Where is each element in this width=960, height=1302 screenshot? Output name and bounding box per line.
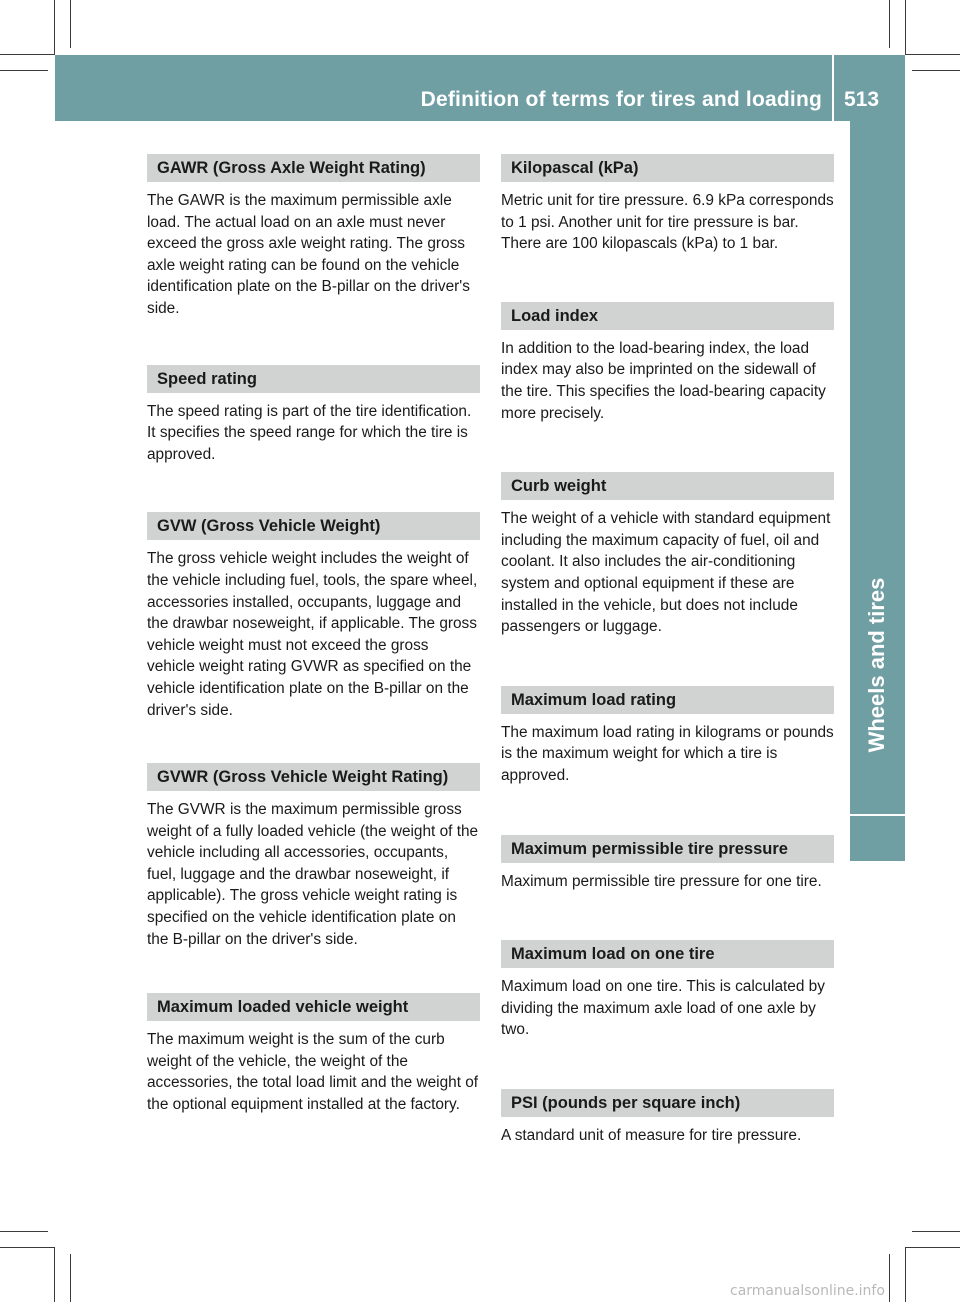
term-section [501, 154, 834, 255]
term-definition: In addition to the load-bearing index, the load index may also be imprinted on the sidewall of the tire. This specifies the load-bearing capacity more precisely. [501, 339, 826, 422]
crop-mark [912, 70, 960, 71]
side-tab-label [862, 545, 892, 785]
term-definition: A standard unit of measure for tire pressure. [501, 1126, 802, 1144]
term-heading: GAWR (Gross Axle Weight Rating) [147, 154, 480, 182]
term-heading: Maximum load on one tire [501, 940, 834, 968]
term-section [147, 993, 480, 1115]
crop-mark [905, 54, 960, 55]
term-definition: The gross vehicle weight includes the weight of the vehicle including fuel, tools, the spare wheel, accessories installed, occupants, luggage and the drawbar noseweight, if applicable. The gross vehicle weight must not exceed the gross vehicle weight rating GVWR as specified on the vehicle identification plate on the B-pillar on the driver's side. [147, 550, 478, 719]
term-definition: The speed rating is part of the tire identification. It specifies the speed range for which the tire is approved. [147, 402, 472, 463]
term-section [501, 835, 834, 893]
term-heading: Load index [501, 302, 834, 330]
term-section [501, 302, 834, 424]
crop-mark [905, 0, 906, 55]
crop-mark [54, 0, 55, 55]
crop-mark [0, 1231, 48, 1232]
crop-mark [0, 70, 48, 71]
watermark: carmanualsonline.info [730, 1283, 885, 1299]
term-heading: Speed rating [147, 365, 480, 393]
right-column [501, 154, 834, 1146]
term-heading: GVW (Gross Vehicle Weight) [147, 512, 480, 540]
term-section [501, 940, 834, 1041]
term-definition: The GVWR is the maximum permissible gross weight of a fully loaded vehicle (the weight of the vehicle including all accessories, occupants, fuel, luggage and the drawbar noseweight, if applicable). The gross vehicle weight rating is specified on the vehicle identification plate on the B-pillar on the driver's side. [147, 801, 479, 948]
term-section [501, 472, 834, 638]
term-heading: Maximum loaded vehicle weight [147, 993, 480, 1021]
term-heading: GVWR (Gross Vehicle Weight Rating) [147, 763, 480, 791]
header-divider [832, 55, 834, 121]
term-section [501, 686, 834, 787]
crop-mark [70, 0, 71, 48]
term-section [501, 1089, 834, 1147]
term-section [147, 154, 480, 320]
term-definition: The maximum weight is the sum of the curb weight of the vehicle, the weight of the accessories, the total load limit and the weight of the optional equipment installed at the factory. [147, 1031, 479, 1114]
crop-mark [912, 1231, 960, 1232]
term-section [147, 763, 480, 950]
term-definition: Metric unit for tire pressure. 6.9 kPa corresponds to 1 psi. Another unit for tire pressure is bar. There are 100 kilopascals (kPa) to 1 bar. [501, 192, 834, 253]
term-definition: The maximum load rating in kilograms or pounds is the maximum weight for which a tire is approved. [501, 723, 834, 784]
crop-mark [905, 1247, 960, 1248]
page-number: 513 [844, 88, 880, 111]
term-heading: Maximum load rating [501, 686, 834, 714]
term-definition: The GAWR is the maximum permissible axle load. The actual load on an axle must never exceed the gross axle weight rating. The gross axle weight rating can be found on the vehicle identification plate on the B-pillar on the driver's side. [147, 192, 470, 317]
term-heading: Curb weight [501, 472, 834, 500]
term-heading: Kilopascal (kPa) [501, 154, 834, 182]
crop-mark [889, 1254, 890, 1302]
term-heading: PSI (pounds per square inch) [501, 1089, 834, 1117]
term-definition: Maximum load on one tire. This is calculated by dividing the maximum axle load of one axle by two. [501, 978, 825, 1039]
term-definition: The weight of a vehicle with standard equipment including the maximum capacity of fuel, oil and coolant. It also includes the air-conditioning system and optional equipment if these are installed in the vehicle, but does not include passengers or luggage. [501, 510, 831, 636]
term-heading: Maximum permissible tire pressure [501, 835, 834, 863]
crop-mark [54, 1247, 55, 1302]
crop-mark [905, 1247, 906, 1302]
left-column [147, 154, 480, 1116]
crop-mark [0, 54, 55, 55]
term-section [147, 365, 480, 466]
crop-mark [0, 1247, 55, 1248]
crop-mark [70, 1254, 71, 1302]
term-definition: Maximum permissible tire pressure for one tire. [501, 872, 822, 890]
side-tab-divider [850, 814, 905, 816]
crop-mark [889, 0, 890, 48]
side-tab-text: Wheels and tires [864, 577, 889, 753]
page-title: Definition of terms for tires and loading [420, 88, 822, 111]
term-section [147, 512, 480, 721]
